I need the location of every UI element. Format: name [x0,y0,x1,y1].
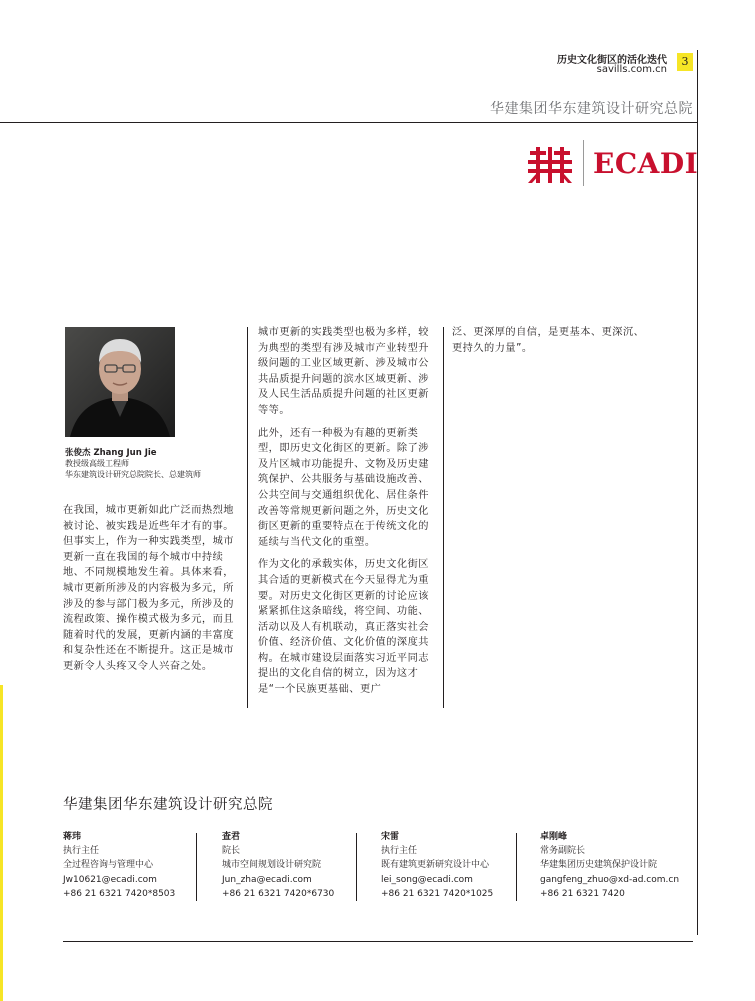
contact-phone: +86 21 6321 7420*1025 [381,888,494,899]
profile-name: 张俊杰 Zhang Jun Jie [65,448,157,458]
accent-bar [0,685,3,1001]
column-rule [247,327,248,708]
contact-phone: +86 21 6321 7420*8503 [63,888,176,899]
contact-card [63,830,213,901]
contact-divider [196,833,197,901]
header-divider [0,122,698,123]
contact-email[interactable]: Jun_zha@ecadi.com [222,874,312,885]
page-vertical-rule [697,50,698,935]
column-1 [63,503,240,682]
contact-name: 宋雷 [381,832,400,842]
profile-title-1: 教授级高级工程师 [65,459,129,468]
contact-phone: +86 21 6321 7420 [540,888,625,899]
footer-divider [63,941,693,942]
contact-dept: 既有建筑更新研究设计中心 [381,860,490,871]
contact-email[interactable]: lei_song@ecadi.com [381,874,473,885]
column-3 [452,325,647,363]
contact-dept: 全过程咨询与管理中心 [63,860,154,871]
ecadi-logo-mark-icon [527,146,573,184]
contact-dept: 城市空间规划设计研究院 [222,860,322,871]
header-title: 历史文化街区的活化迭代 [557,55,667,66]
contact-role: 常务副院长 [540,846,586,857]
contact-email[interactable]: Jw10621@ecadi.com [63,874,157,885]
paragraph: 在我国，城市更新如此广泛而热烈地被讨论、被实践是近些年才有的事。但事实上，作为一种实践类型，城市更新一直在我国的每个城市中持续地、不同规模地发生着。具体来看，城市更新所涉及的内容极为多元，所涉及的参与部门极为多元，所涉及的流程政策、操作模式极为多元，而且随着时代的发展，更新内涵的丰富度和复杂性还在不断提升。这正是城市更新令人头疼又令人兴奋之处。 [63,505,234,672]
profile-title-2: 华东建筑设计研究总院院长、总建筑师 [65,470,201,479]
column-rule [443,327,444,708]
contact-role: 执行主任 [381,846,418,857]
portrait-photo [65,327,175,437]
footer-title: 华建集团华东建筑设计研究总院 [63,797,273,813]
contact-card [222,830,372,901]
ecadi-logo-text: ECADI [593,147,699,180]
contact-phone: +86 21 6321 7420*6730 [222,888,335,899]
contact-name: 查君 [222,832,241,842]
organization-heading: 华建集团华东建筑设计研究总院 [490,101,693,117]
header-site: savills.com.cn [596,64,667,75]
logo-separator [583,140,584,186]
column-2 [258,325,438,705]
contact-name: 蒋玮 [63,832,82,842]
paragraph: 作为文化的承载实体，历史文化街区其合适的更新模式在今天显得尤为重要。对历史文化街区更新的讨论应该紧紧抓住这条暗线，将空间、功能、活动以及人有机联动，真正落实社会价值、经济价值、文化价值的深度共构。在城市建设层面落实习近平同志提出的文化自信的树立，因为这才是“一个民族更基础、更广 [258,559,429,696]
contact-role: 院长 [222,846,241,857]
contact-card [540,830,695,901]
contact-card [381,830,531,901]
contact-divider [356,833,357,901]
contact-divider [516,833,517,901]
page-number: 3 [677,53,693,71]
contact-dept: 华建集团历史建筑保护设计院 [540,860,658,871]
paragraph: 城市更新的实践类型也极为多样，较为典型的类型有涉及城市产业转型升级问题的工业区域更新、涉及城市公共品质提升问题的滨水区域更新、涉及人民生活品质提升问题的社区更新等等。 [258,327,429,416]
paragraph: 泛、更深厚的自信，是更基本、更深沉、更持久的力量”。 [452,327,645,354]
paragraph: 此外，还有一种极为有趣的更新类型，即历史文化街区的更新。除了涉及片区城市功能提升、文物及历史建筑保护、公共服务与基础设施改善、公共空间与交通组织优化、居住条件改善等常规更新问题之外，历史文化街区更新的重要特点在于传统文化的延续与当代文化的重塑。 [258,427,429,548]
contact-email[interactable]: gangfeng_zhuo@xd-ad.com.cn [540,874,680,885]
contact-role: 执行主任 [63,846,100,857]
contact-name: 卓刚峰 [540,832,568,842]
